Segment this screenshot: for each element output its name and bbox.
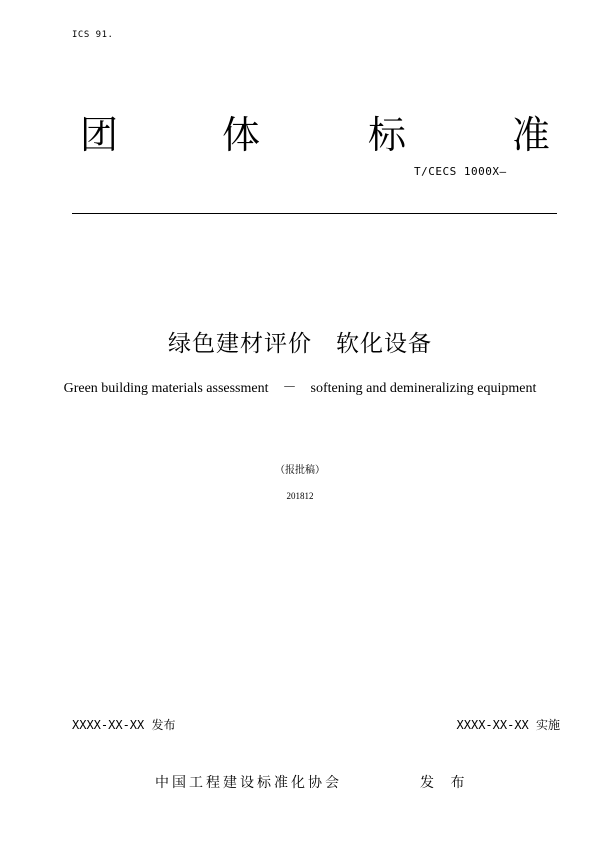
- ics-code: ICS 91.: [72, 30, 114, 40]
- title-char-2: 体: [222, 113, 261, 157]
- header-divider: [72, 213, 557, 214]
- standard-number: T/CECS 1000X—: [414, 165, 507, 178]
- standard-title-english: Green building materials assessment － softening and demineralizing equipment: [63, 381, 537, 396]
- issue-date: XXXX-XX-XX 发布: [72, 718, 176, 732]
- publish-label: 发 布: [420, 775, 471, 791]
- draft-date: 201812: [286, 491, 314, 501]
- draft-status: （报批稿）: [275, 465, 325, 476]
- title-char-3: 标: [368, 113, 407, 157]
- publisher-name: 中国工程建设标准化协会: [155, 775, 342, 791]
- title-char-1: 团: [80, 113, 119, 157]
- implementation-date: XXXX-XX-XX 实施: [456, 718, 560, 732]
- standard-title-chinese: 绿色建材评价 软化设备: [168, 331, 432, 357]
- document-type-title: [80, 110, 550, 160]
- title-char-4: 准: [512, 113, 551, 157]
